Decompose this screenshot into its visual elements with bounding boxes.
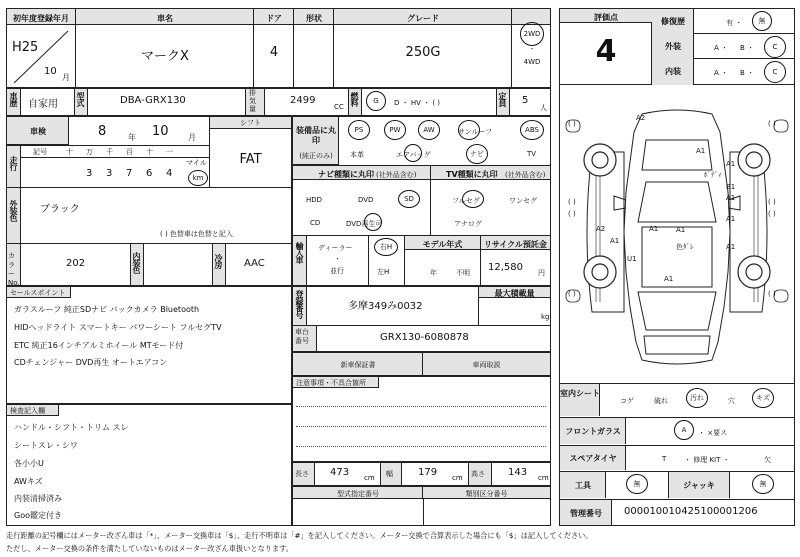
seat-scratch: キズ [756,394,770,402]
capacity-unit: 人 [540,104,547,112]
mileage-km: km [192,174,204,182]
seat-scratch-circle [752,388,774,408]
mileage-d3: 6 [146,168,153,179]
repair-yes: 有 ・ [726,19,743,27]
equip-aw-circle [418,120,440,140]
color-no-label: カラーNo. [8,252,20,287]
width: 179 [418,467,438,478]
spare-tire-label: スペアタイヤ [569,454,617,463]
model-year-label: モデル年式 [422,240,463,249]
color-no: 202 [66,258,86,269]
mileage-label: 走行 [9,156,18,170]
side-mark-5: ( ) [568,210,576,218]
spare-tire-kit: ・ 修理 KIT ・ [684,456,730,464]
mileage-d2: 7 [126,168,133,179]
interior-grade-b: B ・ [740,69,755,77]
mark-a1-6: A1 [726,215,736,223]
door-label: ドア [266,14,282,23]
notes-line-2 [296,426,546,427]
inspection-month: 10 [152,124,169,139]
import-dealer: ディーラー [318,244,353,252]
recycle-yen: 円 [538,269,545,277]
import-right: 右H [379,243,393,251]
side-mark-4: ( ) [768,290,776,298]
height-label: 高さ [471,470,485,478]
seat-tear: 破れ [654,397,668,405]
mileage-d0: 3 [86,168,93,179]
navi-sd: SD [404,195,414,203]
mark-a1-8: A1 [676,226,686,234]
navi-dvd: DVD [358,196,374,204]
mark-a1-4: A1 [610,237,620,245]
equip-pw-circle [384,120,406,140]
mileage-d1: 3 [106,168,113,179]
tools-none: 無 [633,480,641,488]
reg-era: H25 [12,40,39,55]
jack-none: 無 [759,480,767,488]
reg-month: 10 [44,66,57,77]
navi-type-label: ナビ種類に丸印 [318,170,374,179]
inspection-year-unit: 年 [128,133,136,142]
inspector-note-3: 各小小U [14,459,44,468]
inspector-notes-label: 検査記入欄 [10,407,45,415]
repair-no-circle [752,11,772,31]
mark-hood-a2: A2 [636,114,646,122]
inspector-note-4: AWキズ [14,477,43,486]
car-name: マークX [141,49,189,64]
mileage-d4: 4 [166,168,173,179]
label-body: ﾎﾞﾃﾞｨ [704,171,722,179]
repair-no: 無 [758,17,766,25]
sales-point-line-3: ETC 純正16インチアルミホイール MTモード付 [14,341,184,350]
side-mark-7: ( ) [568,198,576,206]
height: 143 [508,467,528,478]
mark-a1-7: A1 [726,243,736,251]
exterior-grade-label: 外装 [665,42,681,51]
mark-a1-1: A1 [696,147,706,155]
equip-navi-circle [466,144,488,164]
width-cm: cm [452,474,463,482]
import-right-circle [374,238,398,256]
management-number: 000010010425100001206 [624,506,758,517]
notes-line-1 [296,406,546,407]
equip-abs: ABS [525,126,539,134]
mileage-header-row [21,146,209,158]
new-car-warranty: 新車保証書 [340,361,376,369]
seat-hole: 穴 [728,397,735,405]
side-mark-6: ( ) [768,210,776,218]
mileage-h2: 万 [86,148,93,156]
interior-grade-a: A ・ [714,69,729,77]
exterior-color-note: ( ) 色替車は色替と記入 [160,230,233,238]
car-name-label: 車名 [157,14,173,23]
designation-divider [423,499,424,525]
footer-note-2: ただし、メーター交換の条件を満たしていないものはメーター改ざん車扱いとなります。 [6,544,293,553]
side-mark-8: ( ) [768,198,776,206]
interior-seat-label: 室内シート [560,389,600,398]
displacement: 2499 [290,95,316,106]
exterior-grade-c: C [772,43,778,51]
shape-label: 形状 [306,14,322,23]
mileage-h5: 十 [146,148,153,156]
mark-a1-3: A1 [726,194,736,202]
sales-points-label: セールスポイント [10,289,66,297]
capacity-label: 定員 [498,92,507,106]
car-diagram [562,92,792,382]
mark-u1: U1 [627,255,637,263]
equip-abs-circle [520,120,544,140]
tools-label: 工具 [575,481,591,490]
side-mark-1: ( ) [568,120,576,128]
navi-dvd-play: DVD再生可 [346,220,383,228]
mark-b1: B1 [726,183,736,191]
drive-2wd: 2WD [523,30,541,38]
tv-analog: アナログ [454,220,482,228]
recycle-label: リサイクル預託金 [484,240,547,249]
spare-tire-none: 欠 [764,456,771,464]
tv-type-label: TV種類に丸印 [446,170,498,179]
spare-tire-t: T [662,455,667,463]
label-color-run: 色ﾀﾞﾚ [676,243,694,251]
interior-grade-c: C [772,68,778,76]
drive-4wd: 4WD [523,58,541,66]
length-label: 長さ [295,470,309,478]
exterior-grade-b: B ・ [740,44,755,52]
model-label: 型式 [76,92,85,106]
manual: 車両取説 [472,361,501,369]
footer-note-1: 走行距離の記号欄にはメーター改ざん車は「*」、メーター交換車は「$」、走行不明車は「#」を記入してください。メーター交換で合算表示した場合にも「$」は記入してください。 [6,531,593,540]
import-divider [368,236,369,285]
repair-label: 修復歴 [661,17,685,26]
mark-a1-2: A1 [726,160,736,168]
equip-airbag: エアバッグ [396,151,431,159]
exterior-grade-c-circle [764,36,786,58]
inspector-note-6: Goo鑑定付き [14,511,62,520]
ac: AAC [244,258,265,269]
equip-tv: TV [527,150,537,158]
jack-label: ジャッキ [683,481,715,490]
rating-label: 評価点 [594,13,618,22]
length: 473 [330,467,350,478]
chassis-label: 車台番号 [295,328,309,345]
side-mark-3: ( ) [568,290,576,298]
fuel-label: 燃料 [350,92,359,106]
navi-hdd: HDD [306,196,323,204]
interior-grade-c-circle [764,61,786,83]
exterior-color-row [7,187,291,243]
interior-color-label: 内装色 [132,252,141,273]
reg-year-label: 初年度登録年月 [13,14,69,23]
reg-month-unit: 月 [62,73,70,82]
windshield-label: フロントガラス [565,427,621,436]
shift-label: シフト [240,119,261,127]
shift: FAT [239,152,262,167]
exterior-color: ブラック [40,204,80,215]
mileage-h6: 一 [166,148,173,156]
grade: 250G [405,45,441,60]
inspector-note-2: シートスレ・シワ [14,441,78,450]
seat-burn: コゲ [620,397,634,405]
registration: 多摩349み0032 [348,301,423,312]
tv-fullseg: フルセグ [452,197,480,205]
mileage-h1: 十 [66,148,73,156]
model-year-unit: 年 [430,269,437,277]
jack-none-circle [752,474,774,494]
import-parallel: 並行 [330,267,344,275]
notes-label: 注意事項・不具合箇所 [296,379,366,387]
inspector-note-1: ハンドル・シフト・トリム スレ [14,423,129,432]
chassis: GRX130-6080878 [380,332,469,343]
mileage-h3: 千 [106,148,113,156]
equip-ps: PS [354,126,364,134]
equip-navi: ナビ [470,150,484,158]
rating-score: 4 [595,34,617,69]
designation-label: 型式指定番号 [337,490,379,498]
max-load-label: 最大積載量 [494,289,535,298]
equip-sunroof: サンルーフ [458,128,493,136]
tv-oneseg: ワンセグ [509,197,537,205]
width-label: 幅 [386,470,393,478]
import-label: 輸入車 [295,242,304,263]
navi-cd: CD [310,219,321,227]
category-label: 類別区分番号 [465,490,508,498]
mileage-mile-label: マイル [186,159,207,167]
grade-label: グレード [407,14,439,23]
tools-none-circle [626,474,648,494]
model: DBA-GRX130 [120,95,186,106]
tv-type-sub: (社外品含む) [505,171,546,179]
model-year-unknown: 不明 [456,269,470,277]
exterior-grade-a: A ・ [714,44,729,52]
mileage-h0: 記号 [33,148,47,156]
management-label: 管理番号 [570,509,602,518]
equipment-label: 装備品に丸印 [296,126,336,145]
seat-stain-circle [686,388,708,408]
sales-point-line-4: CDチェンジャー DVD再生 オートエアコン [14,358,168,367]
sales-point-line-1: ガラスルーフ 純正SDナビ バックカメラ Bluetooth [14,305,200,314]
seat-stain: 汚れ [690,394,704,402]
windshield-a-circle [674,420,694,440]
inspection-label: 車検 [30,127,46,136]
drive-dot: ・ [528,45,536,53]
displacement-label: 排気量 [249,89,256,113]
capacity: 5 [522,95,529,106]
windshield-rest: ・ ×要ス [698,429,728,437]
import-left: 左H [377,268,390,276]
windshield-a: A [681,426,687,434]
navi-type-sub: (社外品含む) [376,171,417,179]
usage: 自家用 [28,99,58,110]
doors: 4 [269,45,279,60]
notes-line-3 [296,446,546,447]
usage-label: 車歴 [9,92,18,106]
fuel-rest: D ・ HV ・ ( ) [394,99,441,107]
equip-pw: PW [389,126,401,134]
mileage-h4: 百 [126,148,133,156]
import-dot: ・ [334,255,341,263]
height-cm: cm [538,474,549,482]
inspection-year: 8 [98,124,107,139]
length-cm: cm [364,474,375,482]
registration-label: 登録番号 [295,290,304,318]
displacement-cc: CC [334,103,344,111]
side-mark-2: ( ) [768,120,776,128]
fuel-g: G [373,97,379,105]
equip-ps-circle [348,120,370,140]
drive-2wd-circle [520,22,544,46]
inspection-month-unit: 月 [188,133,196,142]
equipment-sub: (純正のみ) [299,152,333,160]
mileage-km-circle [188,170,208,186]
fuel-g-circle [366,91,386,111]
ac-label: 冷房 [214,254,223,268]
mark-a2-left: A2 [596,225,606,233]
equip-aw: AW [423,126,435,134]
exterior-color-label: 外装色 [9,200,18,221]
mark-a1-5: A1 [649,225,659,233]
navi-sd-circle [398,190,420,208]
inspector-note-5: 内装清掃済み [14,494,62,503]
mark-a1-9: A1 [664,275,674,283]
equip-leather: 本革 [350,151,364,159]
notes-block [292,376,551,462]
sales-point-line-2: HIDヘッドライト スマートキー パワーシート フルセグTV [14,323,222,332]
interior-grade-label: 内装 [665,67,681,76]
max-load-kg: kg [541,313,550,321]
recycle: 12,580 [488,262,523,273]
